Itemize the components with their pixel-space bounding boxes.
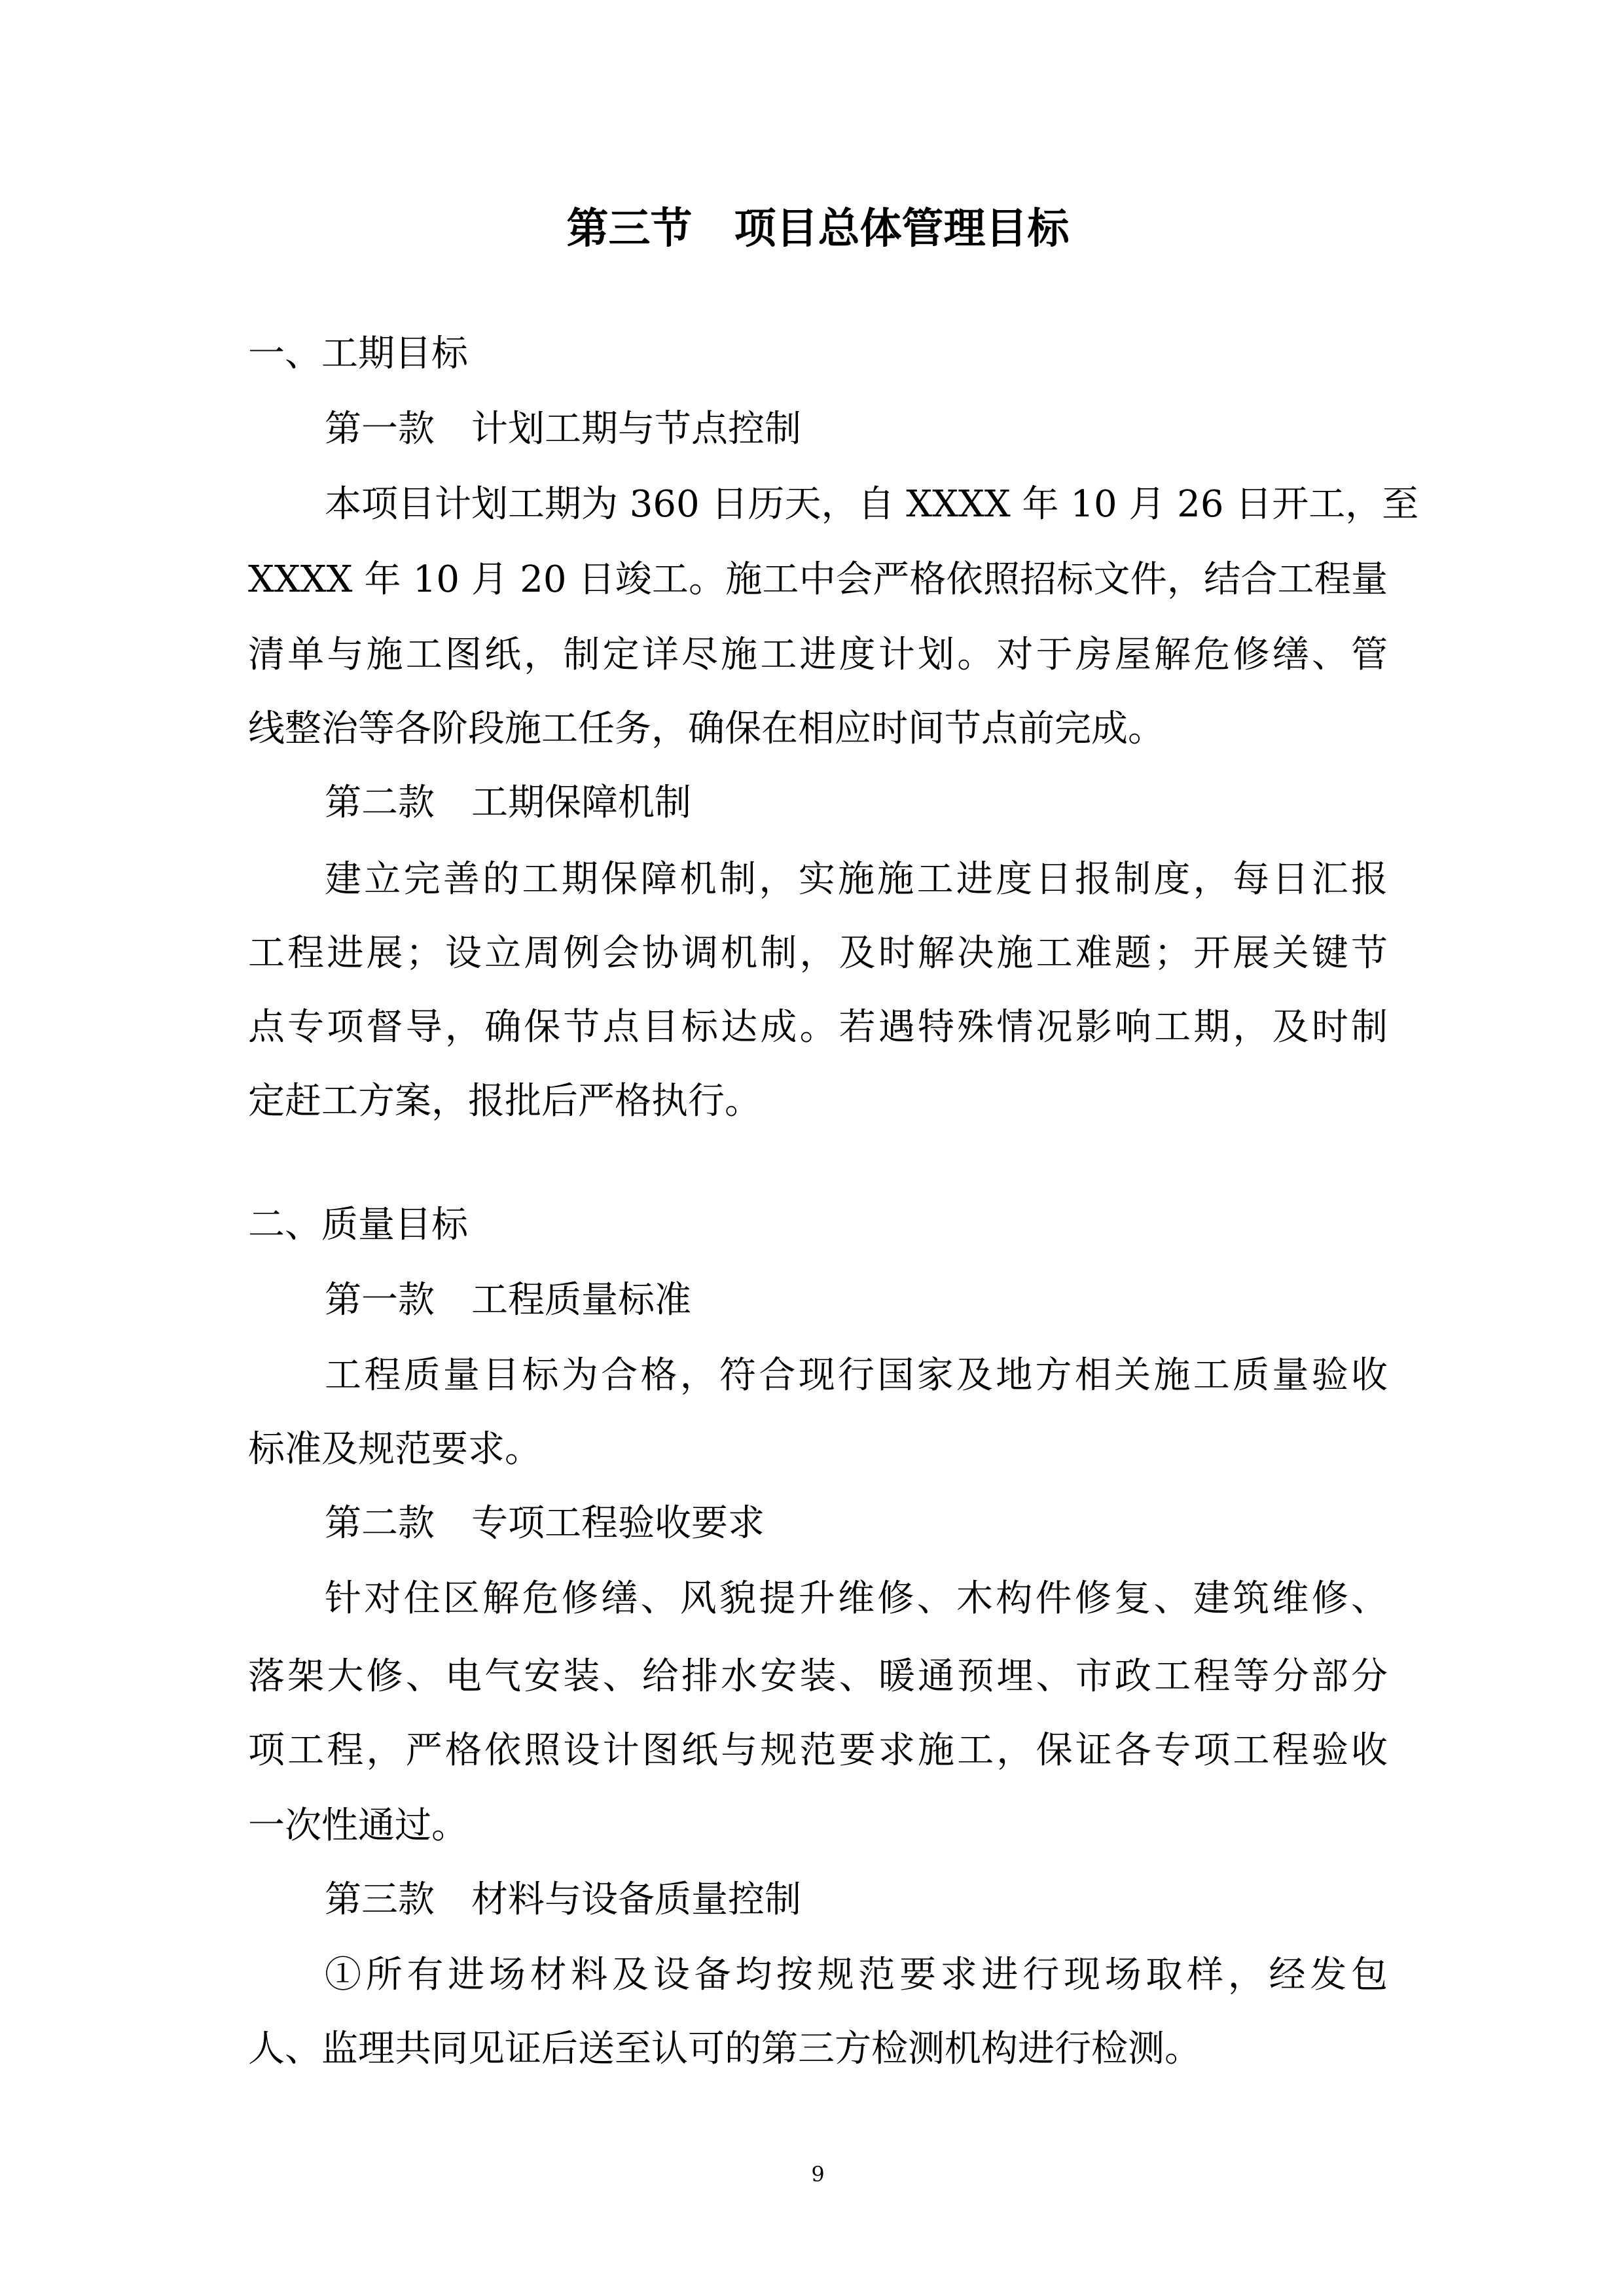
clause-title: 第二款 专项工程验收要求 bbox=[325, 1502, 765, 1545]
paragraph-line: 针对住区解危修缮、风貌提升维修、木构件修复、建筑维修、 bbox=[325, 1577, 1388, 1620]
paragraph-line: 线整治等各阶段施工任务，确保在相应时间节点前完成。 bbox=[248, 708, 1164, 750]
clause-title: 第三款 材料与设备质量控制 bbox=[325, 1878, 801, 1921]
paragraph-line: 本项目计划工期为 360 日历天，自 XXXX 年 10 月 26 日开工，至 bbox=[325, 483, 1419, 526]
section-heading: 二、质量目标 bbox=[248, 1204, 468, 1246]
paragraph-line: 落架大修、电气安装、给排水安装、暖通预埋、市政工程等分部分 bbox=[248, 1655, 1388, 1698]
paragraph-line: 工程进展；设立周例会协调机制，及时解决施工难题；开展关键节 bbox=[248, 932, 1388, 975]
clause-title: 第二款 工期保障机制 bbox=[325, 781, 691, 824]
clause-title: 第一款 计划工期与节点控制 bbox=[325, 408, 801, 450]
paragraph-line: 点专项督导，确保节点目标达成。若遇特殊情况影响工期，及时制 bbox=[248, 1006, 1388, 1049]
page-number: 9 bbox=[811, 2162, 825, 2187]
paragraph-line: XXXX 年 10 月 20 日竣工。施工中会严格依照招标文件，结合工程量 bbox=[248, 558, 1388, 601]
page-title: 第三节 项目总体管理目标 bbox=[566, 204, 1070, 253]
clause-title: 第一款 工程质量标准 bbox=[325, 1279, 691, 1321]
paragraph-line: 建立完善的工期保障机制，实施施工进度日报制度，每日汇报 bbox=[325, 858, 1388, 901]
paragraph-line: 项工程，严格依照设计图纸与规范要求施工，保证各专项工程验收 bbox=[248, 1729, 1388, 1772]
paragraph-line: 标准及规范要求。 bbox=[248, 1428, 541, 1471]
paragraph-line: 清单与施工图纸，制定详尽施工进度计划。对于房屋解危修缮、管 bbox=[248, 634, 1388, 676]
paragraph-line: ①所有进场材料及设备均按规范要求进行现场取样，经发包 bbox=[325, 1954, 1388, 1996]
paragraph-line: 一次性通过。 bbox=[248, 1804, 468, 1847]
paragraph-line: 人、监理共同见证后送至认可的第三方检测机构进行检测。 bbox=[248, 2028, 1201, 2070]
paragraph-line: 定赶工方案，报批后严格执行。 bbox=[248, 1080, 761, 1122]
section-heading: 一、工期目标 bbox=[248, 332, 468, 375]
paragraph-line: 工程质量目标为合格，符合现行国家及地方相关施工质量验收 bbox=[325, 1354, 1388, 1397]
